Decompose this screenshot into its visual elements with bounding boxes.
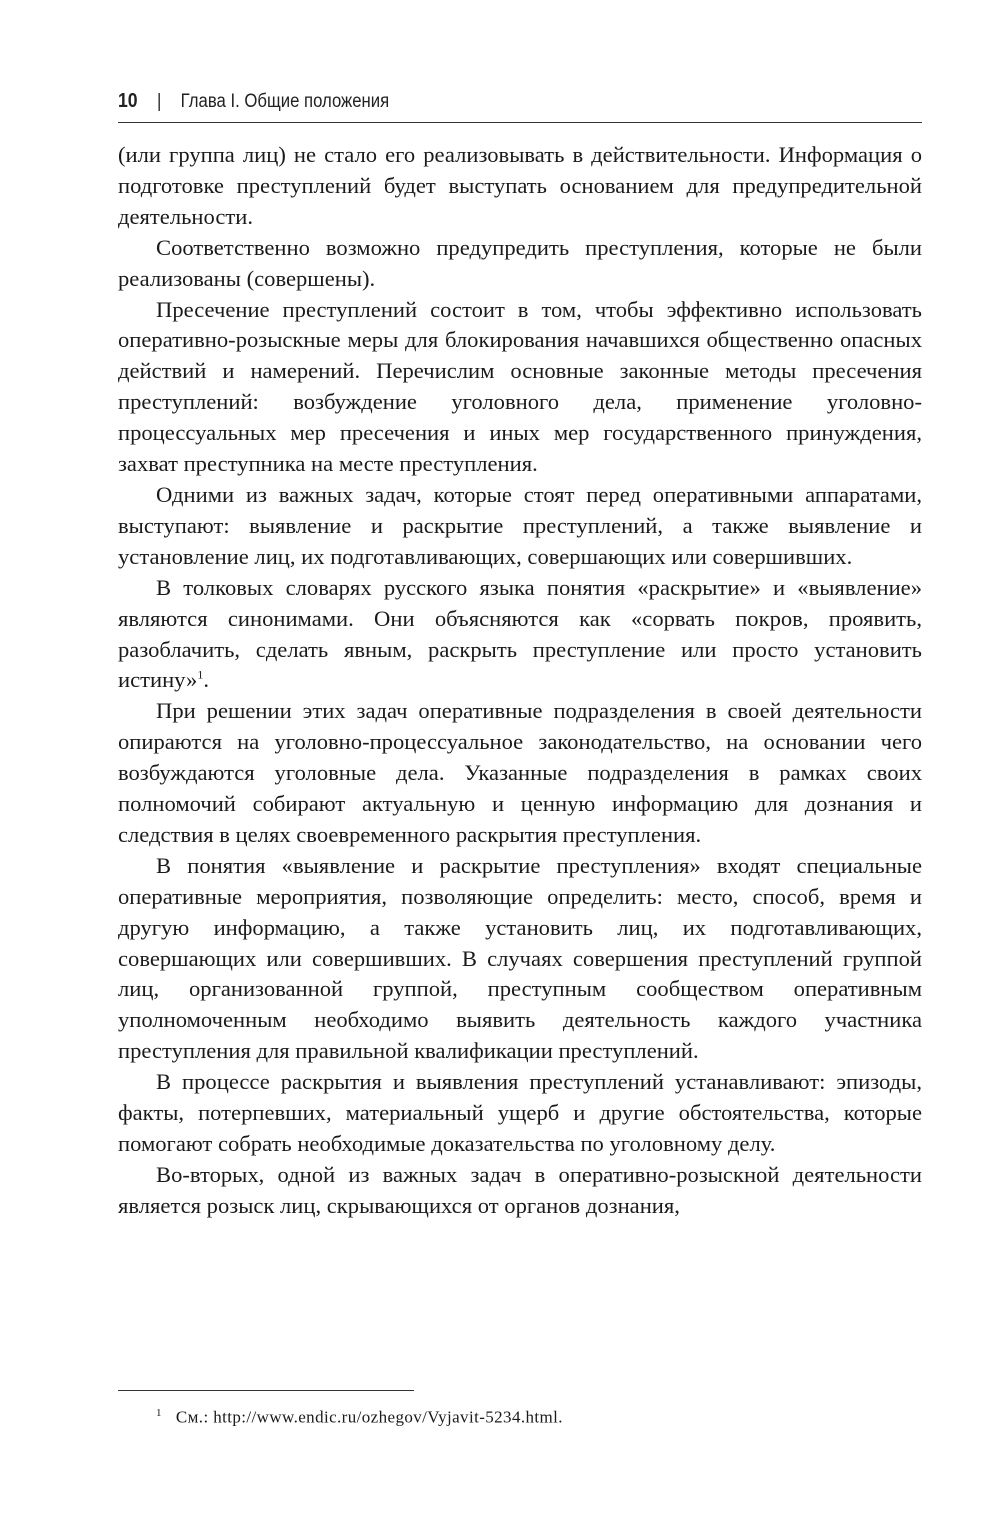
paragraph: Во-вторых, одной из важных задач в оперативно-розыскной деятельности является розыск лиц, скрывающихся от органов дознания, <box>118 1161 922 1218</box>
body-text <box>118 140 922 1222</box>
page-number: 10 <box>118 90 138 112</box>
paragraph: В понятия «выявление и раскрытие преступления» входят специальные оперативные мероприятия, позволяющие определить: место, способ, время и другую информацию, а также установить лиц, их подготавливающих, совершающих или совершивших. В случаях совершения преступлений группой лиц, организованной группой, преступным сообществом оперативным уполномоченным необходимо выявить деятельность каждого участника преступления для правильной квалификации преступлений. <box>118 852 922 1064</box>
footnote-text[interactable]: См.: http://www.endic.ru/ozhegov/Vyjavit-5234.html. <box>175 1407 563 1427</box>
paragraph: В процессе раскрытия и выявления преступлений устанавливают: эпизоды, факты, потерпевших, материальный ущерб и другие обстоятельства, которые помогают собрать необходимые доказательства по уголовному делу. <box>118 1069 922 1156</box>
header-separator: | <box>156 91 162 112</box>
paragraph: Пресечение преступлений состоит в том, чтобы эффективно использовать оперативно-розыскные меры для блокирования начавшихся общественно опасных действий и намерений. Перечислим основные законные методы пресечения преступлений: возбуждение уголовного дела, применение уголовно-процессуальных мер пресечения и иных мер государственного принуждения, захват преступника на месте преступления. <box>118 296 922 477</box>
paragraph-with-footnote: В толковых словарях русского языка понятия «раскрытие» и «выявление» являются синонимами. Они объясняются как «сорвать покров, проявить, разоблачить, сделать явным, раскрыть преступление или просто установить истину»$^1$. <box>118 574 922 693</box>
paragraph-text: В толковых словарях русского языка понятия «раскрытие» и «выявление» являются синонимами. Они объясняются как «сорвать покров, проявить, разоблачить, сделать явным, раскрыть преступление или просто установить истину» <box>118 574 922 693</box>
paragraph: Соответственно возможно предупредить преступления, которые не были реализованы (совершены). <box>118 234 922 291</box>
header-rule <box>118 122 922 123</box>
footnote <box>156 1402 563 1429</box>
running-header <box>118 88 826 115</box>
paragraph: Одними из важных задач, которые стоят перед оперативными аппаратами, выступают: выявление и раскрытие преступлений, а также выявление и установление лиц, их подготавливающих, совершающих или совершивших. <box>118 481 922 569</box>
footnote-reference[interactable]: 1 <box>197 667 204 682</box>
footnote-rule <box>118 1390 414 1391</box>
footnote-marker: 1 <box>156 1407 162 1419</box>
chapter-title: Глава I. Общие положения <box>180 91 390 112</box>
paragraph: При решении этих задач оперативные подразделения в своей деятельности опираются на уголовно-процессуальное законодательство, на основании чего возбуждаются уголовные дела. Указанные подразделения в рамках своих полномочий собирают актуальную и ценную информацию для дознания и следствия в целях своевременного раскрытия преступления. <box>118 698 922 847</box>
paragraph: (или группа лиц) не стало его реализовывать в действительности. Информация о подготовке преступлений будет выступать основанием для предупредительной деятельности. <box>118 142 922 229</box>
